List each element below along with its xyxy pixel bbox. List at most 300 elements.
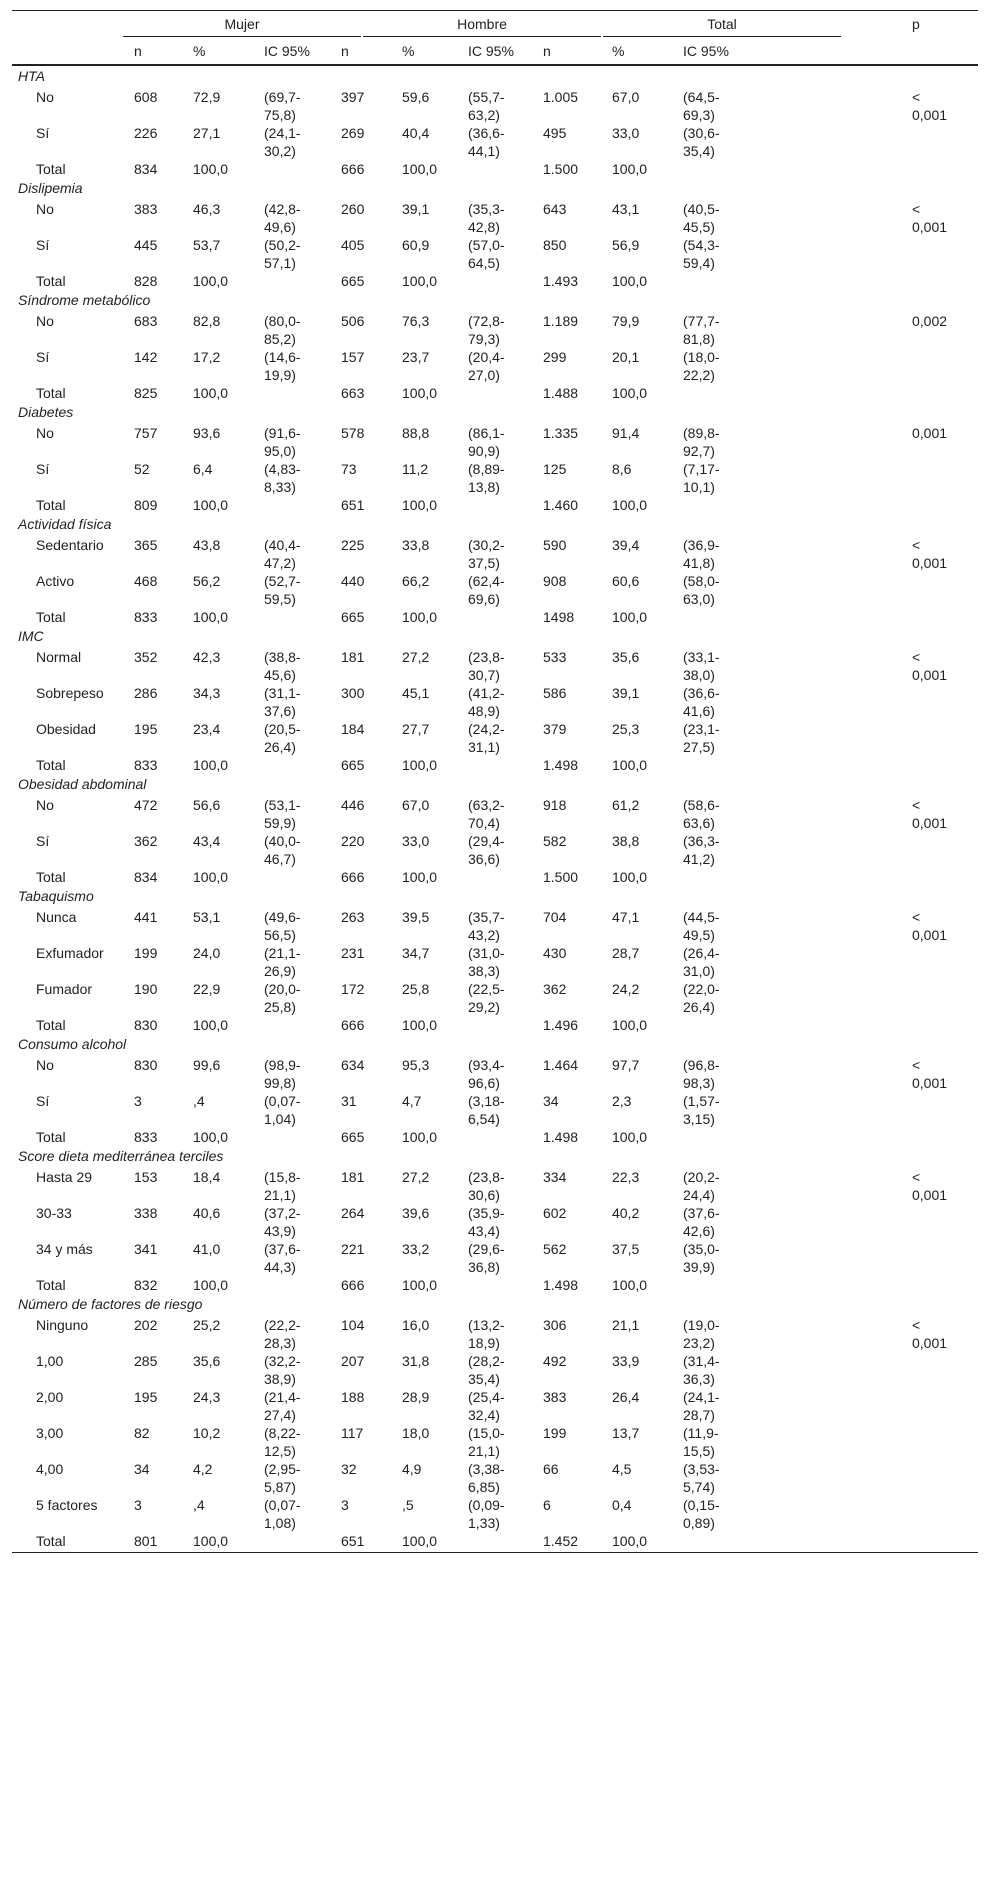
table-cell: (21,4- 27,4) xyxy=(264,1389,301,1423)
row-label: No xyxy=(36,89,54,105)
table-cell: 100,0 xyxy=(193,1533,229,1549)
row-label: Exfumador xyxy=(36,945,104,961)
table-cell: (40,4- 47,2) xyxy=(264,537,301,571)
table-cell: 683 xyxy=(134,313,158,329)
table-cell: 56,6 xyxy=(193,797,221,813)
table-cell: (69,7- 75,8) xyxy=(264,89,301,123)
table-cell: 33,9 xyxy=(612,1353,640,1369)
table-cell: 100,0 xyxy=(193,1129,229,1145)
table-cell: (37,2- 43,9) xyxy=(264,1205,301,1239)
table-cell: 3 xyxy=(341,1497,349,1513)
table-cell: 39,1 xyxy=(612,685,640,701)
subcolumn-header: % xyxy=(612,43,625,59)
table-cell: 33,0 xyxy=(402,833,430,849)
section-title: IMC xyxy=(18,628,44,644)
table-cell: 100,0 xyxy=(193,1017,229,1033)
table-cell: 704 xyxy=(543,909,567,925)
table-cell: (7,17- 10,1) xyxy=(683,461,720,495)
p-value-cell: 0,001 xyxy=(912,425,948,441)
table-cell: 195 xyxy=(134,721,158,737)
table-cell: (20,4- 27,0) xyxy=(468,349,505,383)
table-cell: 18,0 xyxy=(402,1425,430,1441)
table-cell: (86,1- 90,9) xyxy=(468,425,505,459)
p-value-cell: < 0,001 xyxy=(912,1057,948,1091)
p-value-cell: < 0,001 xyxy=(912,909,948,943)
table-cell: 23,4 xyxy=(193,721,221,737)
table-cell: 666 xyxy=(341,1277,365,1293)
table-cell: 834 xyxy=(134,161,158,177)
subcolumn-header: IC 95% xyxy=(468,43,514,59)
table-cell: (4,83- 8,33) xyxy=(264,461,301,495)
table-cell: (33,1- 38,0) xyxy=(683,649,720,683)
table-cell: 95,3 xyxy=(402,1057,430,1073)
table-cell: 225 xyxy=(341,537,365,553)
table-cell: 39,4 xyxy=(612,537,640,553)
table-cell: 809 xyxy=(134,497,158,513)
subcolumn-header: n xyxy=(134,43,142,59)
table-cell: (36,3- 41,2) xyxy=(683,833,720,867)
table-cell: 1.498 xyxy=(543,757,579,773)
table-cell: 33,0 xyxy=(612,125,640,141)
table-cell: 60,9 xyxy=(402,237,430,253)
table-top-rule xyxy=(12,10,978,11)
table-cell: (40,0- 46,7) xyxy=(264,833,301,867)
table-cell: (36,9- 41,8) xyxy=(683,537,720,571)
table-cell: 100,0 xyxy=(612,1533,648,1549)
table-cell: ,4 xyxy=(193,1497,205,1513)
table-cell: (15,8- 21,1) xyxy=(264,1169,301,1203)
row-label: No xyxy=(36,201,54,217)
table-cell: 379 xyxy=(543,721,567,737)
table-cell: 226 xyxy=(134,125,158,141)
table-cell: 100,0 xyxy=(612,757,648,773)
table-cell: (36,6- 44,1) xyxy=(468,125,505,159)
table-cell: 832 xyxy=(134,1277,158,1293)
table-cell: 93,6 xyxy=(193,425,221,441)
row-label: Total xyxy=(36,161,66,177)
table-cell: 24,3 xyxy=(193,1389,221,1405)
table-cell: 1.500 xyxy=(543,161,579,177)
table-cell: 665 xyxy=(341,1129,365,1145)
header-bottom-rule xyxy=(12,64,978,66)
table-cell: 153 xyxy=(134,1169,158,1185)
p-value-cell: < 0,001 xyxy=(912,201,948,235)
table-cell: 495 xyxy=(543,125,567,141)
table-cell: 299 xyxy=(543,349,567,365)
table-cell: 22,9 xyxy=(193,981,221,997)
table-cell: (0,07- 1,08) xyxy=(264,1497,301,1531)
table-cell: 181 xyxy=(341,1169,365,1185)
table-cell: 53,1 xyxy=(193,909,221,925)
table-cell: 334 xyxy=(543,1169,567,1185)
row-label: 30-33 xyxy=(36,1205,72,1221)
table-cell: (3,38- 6,85) xyxy=(468,1461,505,1495)
table-cell: 562 xyxy=(543,1241,567,1257)
table-cell: (0,07- 1,04) xyxy=(264,1093,301,1127)
group-underline-mujer xyxy=(123,36,361,37)
table-cell: (31,0- 38,3) xyxy=(468,945,505,979)
table-cell: 31 xyxy=(341,1093,357,1109)
row-label: No xyxy=(36,1057,54,1073)
table-cell: 830 xyxy=(134,1017,158,1033)
table-cell: 40,4 xyxy=(402,125,430,141)
table-cell: 18,4 xyxy=(193,1169,221,1185)
table-cell: 4,7 xyxy=(402,1093,422,1109)
table-cell: 117 xyxy=(341,1425,364,1441)
row-label: 34 y más xyxy=(36,1241,93,1257)
table-cell: 666 xyxy=(341,1017,365,1033)
table-cell: (36,6- 41,6) xyxy=(683,685,720,719)
table-cell: 830 xyxy=(134,1057,158,1073)
row-label: 2,00 xyxy=(36,1389,64,1405)
table-cell: 61,2 xyxy=(612,797,640,813)
table-cell: 1.498 xyxy=(543,1277,579,1293)
table-cell: 833 xyxy=(134,609,158,625)
table-cell: 651 xyxy=(341,1533,365,1549)
table-cell: 8,6 xyxy=(612,461,632,477)
table-cell: 24,2 xyxy=(612,981,640,997)
table-cell: 264 xyxy=(341,1205,365,1221)
table-cell: 665 xyxy=(341,609,365,625)
table-cell: (50,2- 57,1) xyxy=(264,237,301,271)
table-cell: (3,18- 6,54) xyxy=(468,1093,505,1127)
table-cell: 91,4 xyxy=(612,425,640,441)
table-cell: 100,0 xyxy=(193,609,229,625)
table-cell: 66,2 xyxy=(402,573,430,589)
table-cell: 2,3 xyxy=(612,1093,632,1109)
group-header-total: Total xyxy=(707,16,737,32)
table-cell: (24,1- 30,2) xyxy=(264,125,301,159)
table-cell: 184 xyxy=(341,721,365,737)
row-label: Sí xyxy=(36,461,50,477)
table-cell: 397 xyxy=(341,89,365,105)
table-cell: 468 xyxy=(134,573,158,589)
row-label: Obesidad xyxy=(36,721,96,737)
table-cell: 362 xyxy=(134,833,158,849)
table-cell: 908 xyxy=(543,573,567,589)
table-cell: (0,15- 0,89) xyxy=(683,1497,720,1531)
table-cell: (38,8- 45,6) xyxy=(264,649,301,683)
table-cell: 56,2 xyxy=(193,573,221,589)
group-header-mujer: Mujer xyxy=(224,16,260,32)
table-cell: 269 xyxy=(341,125,365,141)
table-cell: 100,0 xyxy=(193,497,229,513)
table-cell: 21,1 xyxy=(612,1317,640,1333)
table-cell: 73 xyxy=(341,461,357,477)
section-title: Dislipemia xyxy=(18,180,83,196)
table-cell: 383 xyxy=(134,201,158,217)
table-cell: 828 xyxy=(134,273,158,289)
table-cell: 1498 xyxy=(543,609,575,625)
subcolumn-header: n xyxy=(341,43,349,59)
table-cell: (35,0- 39,9) xyxy=(683,1241,720,1275)
table-cell: 3 xyxy=(134,1093,142,1109)
table-cell: 263 xyxy=(341,909,365,925)
row-label: Sí xyxy=(36,349,50,365)
table-cell: 45,1 xyxy=(402,685,430,701)
row-label: Total xyxy=(36,1017,66,1033)
table-cell: 1.488 xyxy=(543,385,579,401)
table-cell: 100,0 xyxy=(193,385,229,401)
table-cell: (57,0- 64,5) xyxy=(468,237,505,271)
table-cell: 100,0 xyxy=(612,161,648,177)
table-cell: (20,2- 24,4) xyxy=(683,1169,720,1203)
table-cell: (62,4- 69,6) xyxy=(468,573,505,607)
table-cell: (0,09- 1,33) xyxy=(468,1497,505,1531)
table-cell: 31,8 xyxy=(402,1353,430,1369)
table-cell: (28,2- 35,4) xyxy=(468,1353,505,1387)
p-value-header: p xyxy=(912,16,920,32)
table-cell: 199 xyxy=(543,1425,567,1441)
table-cell: 20,1 xyxy=(612,349,640,365)
table-cell: 82 xyxy=(134,1425,150,1441)
table-cell: (8,89- 13,8) xyxy=(468,461,505,495)
table-cell: 207 xyxy=(341,1353,365,1369)
table-cell: 100,0 xyxy=(612,497,648,513)
group-underline-hombre xyxy=(363,36,601,37)
table-cell: (3,53- 5,74) xyxy=(683,1461,720,1495)
table-cell: 6 xyxy=(543,1497,551,1513)
table-cell: 28,7 xyxy=(612,945,640,961)
table-cell: 25,8 xyxy=(402,981,430,997)
table-cell: 25,3 xyxy=(612,721,640,737)
table-cell: 1.498 xyxy=(543,1129,579,1145)
table-cell: 285 xyxy=(134,1353,158,1369)
section-title: Número de factores de riesgo xyxy=(18,1296,203,1312)
table-cell: 142 xyxy=(134,349,158,365)
table-cell: 651 xyxy=(341,497,365,513)
table-cell: 472 xyxy=(134,797,158,813)
table-cell: 100,0 xyxy=(612,1277,648,1293)
table-cell: 34,3 xyxy=(193,685,221,701)
table-cell: 666 xyxy=(341,161,365,177)
table-cell: (25,4- 32,4) xyxy=(468,1389,505,1423)
table-cell: 53,7 xyxy=(193,237,221,253)
table-cell: 104 xyxy=(341,1317,365,1333)
table-cell: 1.500 xyxy=(543,869,579,885)
table-cell: (23,8- 30,7) xyxy=(468,649,505,683)
table-cell: (1,57- 3,15) xyxy=(683,1093,720,1127)
table-cell: 100,0 xyxy=(402,1533,438,1549)
table-cell: (49,6- 56,5) xyxy=(264,909,301,943)
table-cell: 17,2 xyxy=(193,349,221,365)
table-cell: (18,0- 22,2) xyxy=(683,349,720,383)
table-cell: (91,6- 95,0) xyxy=(264,425,301,459)
table-cell: 306 xyxy=(543,1317,567,1333)
table-cell: 221 xyxy=(341,1241,365,1257)
table-cell: (37,6- 42,6) xyxy=(683,1205,720,1239)
row-label: 3,00 xyxy=(36,1425,64,1441)
table-cell: 195 xyxy=(134,1389,158,1405)
table-cell: 97,7 xyxy=(612,1057,640,1073)
table-cell: 100,0 xyxy=(402,385,438,401)
table-cell: 405 xyxy=(341,237,365,253)
section-title: Consumo alcohol xyxy=(18,1036,127,1052)
table-cell: 40,2 xyxy=(612,1205,640,1221)
table-cell: (20,5- 26,4) xyxy=(264,721,301,755)
table-cell: (11,9- 15,5) xyxy=(683,1425,719,1459)
p-value-cell: < 0,001 xyxy=(912,89,948,123)
table-cell: 3 xyxy=(134,1497,142,1513)
table-cell: 446 xyxy=(341,797,365,813)
table-cell: 13,7 xyxy=(612,1425,640,1441)
table-cell: 27,2 xyxy=(402,1169,430,1185)
table-cell: (30,6- 35,4) xyxy=(683,125,720,159)
row-label: Total xyxy=(36,273,66,289)
subcolumn-header: n xyxy=(543,43,551,59)
row-label: Sí xyxy=(36,237,50,253)
table-cell: 341 xyxy=(134,1241,158,1257)
table-cell: 300 xyxy=(341,685,365,701)
table-cell: 38,8 xyxy=(612,833,640,849)
table-cell: (23,8- 30,6) xyxy=(468,1169,505,1203)
table-cell: (35,3- 42,8) xyxy=(468,201,505,235)
row-label: Ninguno xyxy=(36,1317,89,1333)
table-cell: (96,8- 98,3) xyxy=(683,1057,720,1091)
table-cell: (35,9- 43,4) xyxy=(468,1205,505,1239)
table-cell: 100,0 xyxy=(402,161,438,177)
table-cell: ,4 xyxy=(193,1093,205,1109)
row-label: Total xyxy=(36,869,66,885)
table-cell: 10,2 xyxy=(193,1425,221,1441)
table-cell: 188 xyxy=(341,1389,365,1405)
table-cell: 100,0 xyxy=(402,1017,438,1033)
table-cell: 100,0 xyxy=(612,385,648,401)
table-cell: 27,7 xyxy=(402,721,430,737)
table-cell: 72,9 xyxy=(193,89,221,105)
table-cell: (22,2- 28,3) xyxy=(264,1317,301,1351)
table-cell: (29,4- 36,6) xyxy=(468,833,505,867)
table-cell: (55,7- 63,2) xyxy=(468,89,505,123)
table-cell: 11,2 xyxy=(402,461,429,477)
table-cell: (29,6- 36,8) xyxy=(468,1241,505,1275)
table-cell: 643 xyxy=(543,201,567,217)
table-cell: 492 xyxy=(543,1353,567,1369)
table-cell: 181 xyxy=(341,649,365,665)
table-cell: 757 xyxy=(134,425,158,441)
table-cell: 100,0 xyxy=(193,757,229,773)
table-cell: (2,95- 5,87) xyxy=(264,1461,301,1495)
table-cell: 100,0 xyxy=(402,1129,438,1145)
table-cell: 35,6 xyxy=(193,1353,221,1369)
table-cell: 76,3 xyxy=(402,313,430,329)
table-cell: 1.493 xyxy=(543,273,579,289)
p-value-cell: < 0,001 xyxy=(912,1317,948,1351)
table-cell: (42,8- 49,6) xyxy=(264,201,301,235)
table-cell: 825 xyxy=(134,385,158,401)
table-cell: (13,2- 18,9) xyxy=(468,1317,505,1351)
table-cell: (64,5- 69,3) xyxy=(683,89,720,123)
table-cell: 172 xyxy=(341,981,365,997)
table-cell: 100,0 xyxy=(612,609,648,625)
table-cell: 35,6 xyxy=(612,649,640,665)
table-cell: (54,3- 59,4) xyxy=(683,237,720,271)
section-title: Tabaquismo xyxy=(18,888,94,904)
p-value-cell: < 0,001 xyxy=(912,797,948,831)
table-cell: (23,1- 27,5) xyxy=(683,721,720,755)
table-cell: 28,9 xyxy=(402,1389,430,1405)
table-cell: (32,2- 38,9) xyxy=(264,1353,301,1387)
table-cell: 100,0 xyxy=(612,1017,648,1033)
table-cell: 666 xyxy=(341,869,365,885)
table-cell: (20,0- 25,8) xyxy=(264,981,301,1015)
row-label: No xyxy=(36,797,54,813)
table-cell: 52 xyxy=(134,461,150,477)
row-label: Sedentario xyxy=(36,537,104,553)
table-cell: 665 xyxy=(341,273,365,289)
table-cell: 100,0 xyxy=(193,1277,229,1293)
table-cell: (14,6- 19,9) xyxy=(264,349,301,383)
table-cell: 918 xyxy=(543,797,567,813)
table-cell: (15,0- 21,1) xyxy=(468,1425,505,1459)
row-label: Total xyxy=(36,1129,66,1145)
row-label: Total xyxy=(36,609,66,625)
subcolumn-header: % xyxy=(193,43,206,59)
table-cell: 24,0 xyxy=(193,945,221,961)
table-cell: 39,1 xyxy=(402,201,430,217)
table-cell: 33,8 xyxy=(402,537,430,553)
section-title: HTA xyxy=(18,68,45,84)
table-cell: 506 xyxy=(341,313,365,329)
row-label: Fumador xyxy=(36,981,93,997)
table-cell: 46,3 xyxy=(193,201,221,217)
table-cell: (80,0- 85,2) xyxy=(264,313,301,347)
table-cell: 4,2 xyxy=(193,1461,213,1477)
table-cell: (52,7- 59,5) xyxy=(264,573,301,607)
section-title: Diabetes xyxy=(18,404,74,420)
table-cell: (35,7- 43,2) xyxy=(468,909,505,943)
table-cell: 100,0 xyxy=(402,609,438,625)
table-cell: 663 xyxy=(341,385,365,401)
table-cell: (8,22- 12,5) xyxy=(264,1425,301,1459)
table-cell: 440 xyxy=(341,573,365,589)
table-cell: 67,0 xyxy=(402,797,430,813)
group-underline-total xyxy=(603,36,841,37)
table-cell: 4,9 xyxy=(402,1461,422,1477)
table-cell: 125 xyxy=(543,461,567,477)
p-value-cell: < 0,001 xyxy=(912,537,948,571)
table-cell: 1.452 xyxy=(543,1533,579,1549)
group-header-hombre: Hombre xyxy=(457,16,507,32)
table-cell: 40,6 xyxy=(193,1205,221,1221)
table-cell: (98,9- 99,8) xyxy=(264,1057,301,1091)
table-cell: 34 xyxy=(543,1093,559,1109)
table-cell: (31,4- 36,3) xyxy=(683,1353,720,1387)
table-cell: (19,0- 23,2) xyxy=(683,1317,720,1351)
p-value-cell: < 0,001 xyxy=(912,1169,948,1203)
table-cell: (40,5- 45,5) xyxy=(683,201,720,235)
table-cell: 22,3 xyxy=(612,1169,640,1185)
table-cell: 833 xyxy=(134,1129,158,1145)
table-cell: 27,1 xyxy=(193,125,221,141)
row-label: 5 factores xyxy=(36,1497,98,1513)
table-cell: 100,0 xyxy=(612,273,648,289)
row-label: 4,00 xyxy=(36,1461,64,1477)
table-cell: 99,6 xyxy=(193,1057,221,1073)
table-cell: 801 xyxy=(134,1533,158,1549)
table-cell: (31,1- 37,6) xyxy=(264,685,301,719)
table-cell: 383 xyxy=(543,1389,567,1405)
row-label: 1,00 xyxy=(36,1353,64,1369)
table-cell: 100,0 xyxy=(193,869,229,885)
table-cell: 59,6 xyxy=(402,89,430,105)
table-cell: 34 xyxy=(134,1461,150,1477)
table-cell: 362 xyxy=(543,981,567,997)
table-cell: 100,0 xyxy=(612,869,648,885)
row-label: Total xyxy=(36,1277,66,1293)
table-cell: 37,5 xyxy=(612,1241,640,1257)
row-label: Sí xyxy=(36,1093,50,1109)
